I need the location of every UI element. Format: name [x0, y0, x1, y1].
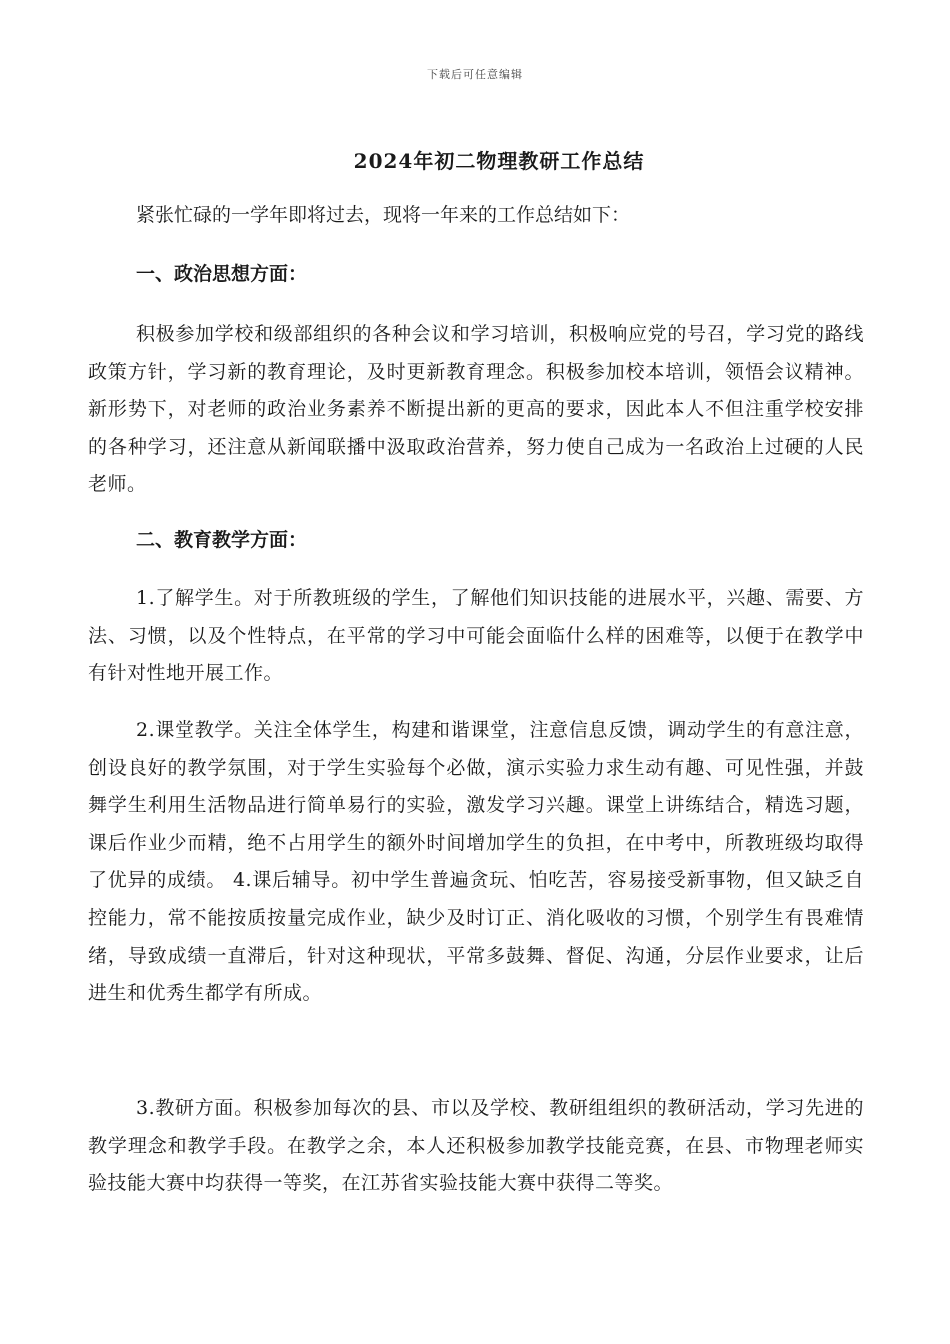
- paragraph-understand-students: 1.了解学生。对于所教班级的学生，了解他们知识技能的进展水平，兴趣、需要、方法、习惯，以及个性特点，在平常的学习中可能会面临什么样的困难等，以便于在教学中有针对性地开展工作。: [88, 587, 864, 685]
- section-heading-politics: 一、政治思想方面：: [136, 263, 308, 285]
- paragraph-classroom-teaching: 2.课堂教学。关注全体学生，构建和谐课堂，注意信息反馈，调动学生的有意注意，创设良好的教学氛围，对于学生实验每个必做，演示实验力求生动有趣、可见性强，并鼓舞学生利用生活物品进行简单易行的实验，激发学习兴趣。课堂上讲练结合，精选习题，课后作业少而精，绝不占用学生的额外时间增加学生的负担，在中考中，所教班级均取得了优异的成绩。 4.课后辅导。初中学生普遍贪玩、怕吃苦，容易接受新事物，但又缺乏自控能力，常不能按质按量完成作业，缺少及时订正、消化吸收的习惯，个别学生有畏难情绪，导致成绩一直滞后，针对这种现状，平常多鼓舞、督促、沟通，分层作业要求，让后进生和优秀生都学有所成。: [88, 719, 864, 1005]
- header-note: 下载后可任意编辑: [427, 68, 523, 81]
- intro-paragraph: 紧张忙碌的一学年即将过去，现将一年来的工作总结如下：: [136, 204, 631, 226]
- document-title: 2024年初二物理教研工作总结: [353, 149, 645, 173]
- paragraph-research: 3.教研方面。积极参加每次的县、市以及学校、教研组组织的教研活动，学习先进的教学理念和教学手段。在教学之余，本人还积极参加教学技能竞赛，在县、市物理老师实验技能大赛中均获得一等奖，在江苏省实验技能大赛中获得二等奖。: [88, 1097, 864, 1195]
- section-heading-teaching: 二、教育教学方面：: [136, 529, 308, 551]
- paragraph-politics: 积极参加学校和级部组织的各种会议和学习培训，积极响应党的号召，学习党的路线政策方针，学习新的教育理论，及时更新教育理念。积极参加校本培训，领悟会议精神。新形势下，对老师的政治业务素养不断提出新的更高的要求，因此本人不但注重学校安排的各种学习，还注意从新闻联播中汲取政治营养，努力使自己成为一名政治上过硬的人民老师。: [88, 323, 864, 496]
